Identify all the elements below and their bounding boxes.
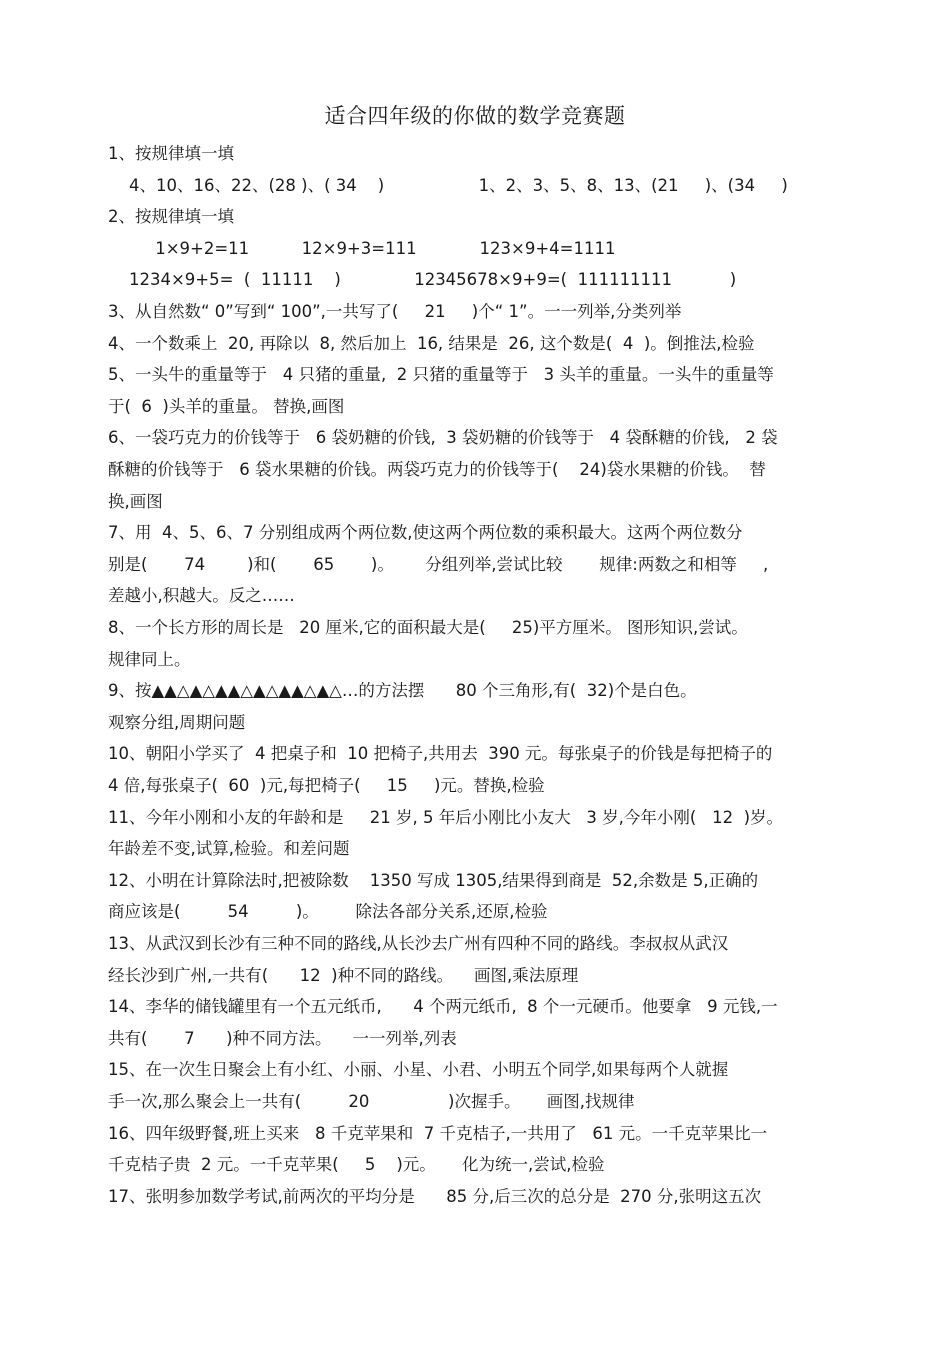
text-line: 年龄差不变,试算,检验。和差问题: [108, 839, 350, 859]
text-line: 千克桔子贵 2 元。一千克苹果( 5 )元。 化为统一,尝试,检验: [108, 1155, 605, 1175]
document-title: 适合四年级的你做的数学竞赛题: [324, 104, 626, 128]
text-line: 15、在一次生日聚会上有小红、小丽、小星、小君、小明五个同学,如果每两个人就握: [108, 1060, 729, 1080]
text-line: 4、一个数乘上 20, 再除以 8, 然后加上 16, 结果是 26, 这个数是( 4 )。倒推法,检验: [108, 333, 755, 353]
text-line: 13、从武汉到长沙有三种不同的路线,从长沙去广州有四种不同的路线。李叔叔从武汉: [108, 934, 729, 953]
text-line: 规律同上。: [108, 649, 191, 669]
text-line: 14、李华的储钱罐里有一个五元纸币, 4 个两元纸币, 8 个一元硬币。他要拿 9 元钱,一: [108, 997, 778, 1017]
text-line: 11、今年小刚和小友的年龄和是 21 岁, 5 年后小刚比小友大 3 岁,今年小刚( 12 )岁。: [108, 807, 784, 827]
text-line: 7、用 4、5、6、7 分别组成两个两位数,使这两个两位数的乘积最大。这两个两位数分: [108, 523, 743, 543]
text-line: 经长沙到广州,一共有( 12 )种不同的路线。 画图,乘法原理: [108, 965, 579, 985]
text-line: 换,画图: [108, 491, 163, 511]
text-line: 4 倍,每张桌子( 60 )元,每把椅子( 15 )元。替换,检验: [108, 776, 545, 795]
text-line: 1、按规律填一填: [108, 144, 234, 163]
text-line: 差越小,积越大。反之……: [108, 586, 295, 606]
text-line: 别是( 74 )和( 65 )。 分组列举,尝试比较 规律:两数之和相等 ,: [108, 554, 769, 574]
text-line: 于( 6 )头羊的重量。 替换,画图: [108, 396, 345, 416]
text-line: 9、按▲▲△▲△▲▲△▲△▲▲△▲△…的方法摆 80 个三角形,有( 32)个是白色。: [108, 681, 697, 701]
text-line: 1234×9+5= ( 11111 ) 12345678×9+9=( 111111111 ): [108, 270, 737, 290]
text-line: 5、一头牛的重量等于 4 只猪的重量, 2 只猪的重量等于 3 头羊的重量。一头牛的重量等: [108, 365, 774, 385]
text-line: 12、小明在计算除法时,把被除数 1350 写成 1305,结果得到商是 52,余数是 5,正确的: [108, 870, 759, 890]
text-line: 1×9+2=11 12×9+3=111 123×9+4=1111: [108, 238, 616, 258]
text-line: 酥糖的价钱等于 6 袋水果糖的价钱。两袋巧克力的价钱等于( 24)袋水果糖的价钱。 替: [108, 460, 766, 479]
text-line: 共有( 7 )种不同方法。 一一列举,列表: [108, 1028, 457, 1048]
text-line: 观察分组,周期问题: [108, 712, 246, 732]
text-line: 4、10、16、22、(28 )、( 34 ) 1、2、3、5、8、13、(21 )、(34 ): [108, 175, 788, 195]
text-line: 3、从自然数“ 0”写到“ 100”,一共写了( 21 )个“ 1”。一一列举,分类列举: [108, 302, 682, 321]
text-line: 商应该是( 54 )。 除法各部分关系,还原,检验: [108, 902, 548, 922]
text-line: 6、一袋巧克力的价钱等于 6 袋奶糖的价钱, 3 袋奶糖的价钱等于 4 袋酥糖的价钱, 2 袋: [108, 428, 778, 448]
text-line: 17、张明参加数学考试,前两次的平均分是 85 分,后三次的总分是 270 分,张明这五次: [108, 1186, 762, 1206]
text-line: 8、一个长方形的周长是 20 厘米,它的面积最大是( 25)平方厘米。 图形知识,尝试。: [108, 618, 748, 637]
text-line: 10、朝阳小学买了 4 把桌子和 10 把椅子,共用去 390 元。每张桌子的价钱是每把椅子的: [108, 744, 773, 764]
text-line: 16、四年级野餐,班上买来 8 千克苹果和 7 千克桔子,一共用了 61 元。一千克苹果比一: [108, 1123, 768, 1143]
text-line: 2、按规律填一填: [108, 207, 234, 227]
text-line: 手一次,那么聚会上一共有( 20 )次握手。 画图,找规律: [108, 1092, 635, 1111]
